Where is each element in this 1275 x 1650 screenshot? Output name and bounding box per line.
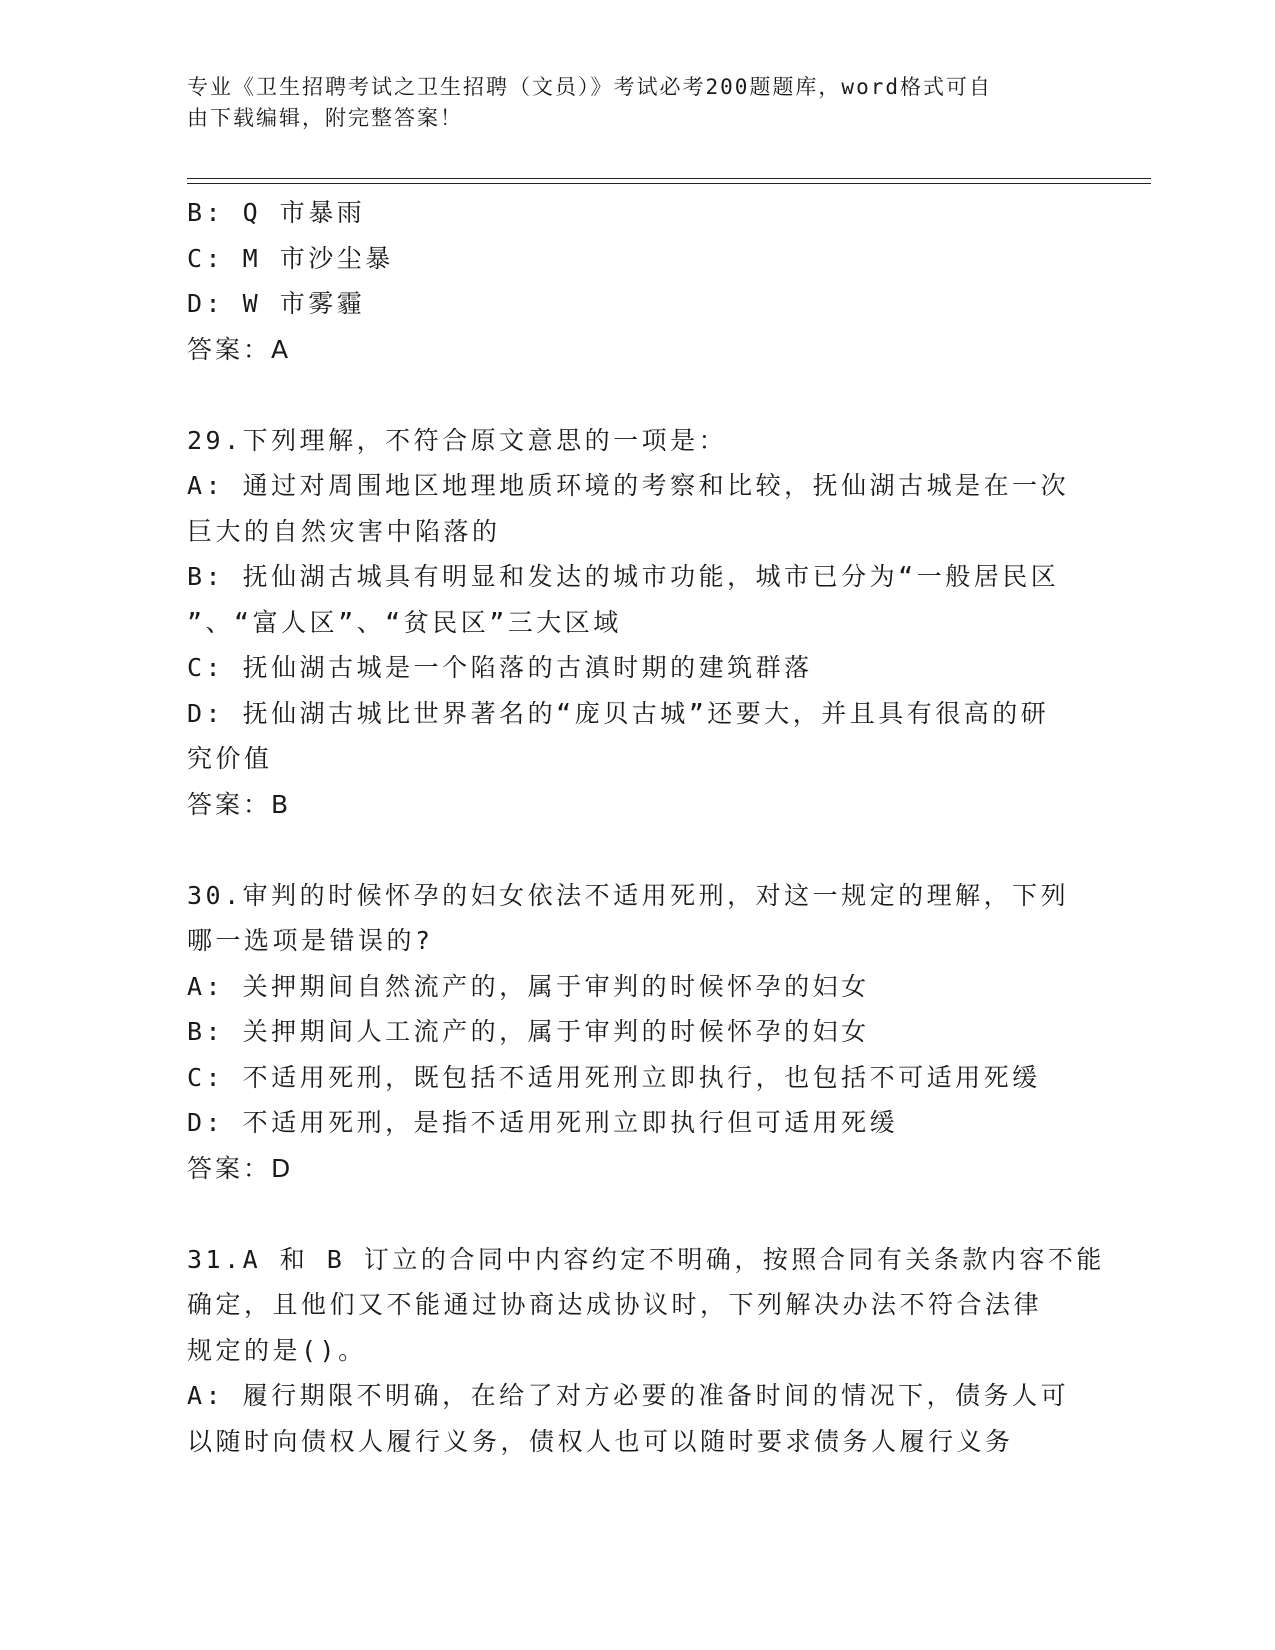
header-rule-top xyxy=(187,178,1151,179)
question-28 xyxy=(187,190,1067,372)
header-rule-bottom xyxy=(187,183,1151,184)
header-line-2: 由下载编辑，附完整答案！ xyxy=(187,106,463,130)
q31-stem-line-3: 规定的是()。 xyxy=(187,1335,367,1365)
q29-option-d-line-1: D: 抚仙湖古城比世界著名的“庞贝古城”还要大，并且具有很高的研 xyxy=(187,698,1050,728)
q29-option-d-line-2: 究价值 xyxy=(187,744,273,773)
q31-option-a-line-2: 以随时向债权人履行义务，债权人也可以随时要求债务人履行义务 xyxy=(187,1426,1014,1456)
question-spacer xyxy=(187,372,1067,418)
q31-option-a-line-1: A: 履行期限不明确，在给了对方必要的准备时间的情况下，债务人可 xyxy=(187,1381,1070,1410)
q28-option-d: D: W 市雾霾 xyxy=(187,289,366,318)
q30-stem-line-1: 30.审判的时候怀孕的妇女依法不适用死刑，对这一规定的理解，下列 xyxy=(187,880,1070,910)
question-30 xyxy=(187,873,1070,1192)
q31-stem-line-1: 31.A 和 B 订立的合同中内容约定不明确，按照合同有关条款内容不能 xyxy=(187,1244,1105,1274)
q29-option-a-line-1: A: 通过对周围地区地理地质环境的考察和比较，抚仙湖古城是在一次 xyxy=(187,471,1070,500)
q30-option-d: D: 不适用死刑，是指不适用死刑立即执行但可适用死缓 xyxy=(187,1108,899,1137)
q29-answer: 答案：B xyxy=(187,789,292,819)
question-spacer xyxy=(187,1191,1067,1237)
document-header xyxy=(187,72,1067,134)
q29-option-b-line-1: B: 抚仙湖古城具有明显和发达的城市功能，城市已分为“一般居民区 xyxy=(187,562,1060,591)
q29-option-b-line-2: ”、“富人区”、“贫民区”三大区域 xyxy=(187,607,622,637)
question-31 xyxy=(187,1237,1105,1465)
q30-option-c: C: 不适用死刑，既包括不适用死刑立即执行，也包括不可适用死缓 xyxy=(187,1062,1041,1092)
q30-stem-line-2: 哪一选项是错误的? xyxy=(187,926,434,955)
question-29 xyxy=(187,418,1070,828)
q29-stem: 29.下列理解，不符合原文意思的一项是： xyxy=(187,425,728,455)
q30-option-a: A: 关押期间自然流产的，属于审判的时候怀孕的妇女 xyxy=(187,971,870,1001)
q29-option-c: C: 抚仙湖古城是一个陷落的古滇时期的建筑群落 xyxy=(187,653,813,682)
q30-answer: 答案：D xyxy=(187,1153,294,1183)
header-line-1: 专业《卫生招聘考试之卫生招聘（文员）》考试必考200题题库，word格式可自 xyxy=(187,75,992,99)
q30-option-b: B: 关押期间人工流产的，属于审判的时候怀孕的妇女 xyxy=(187,1017,870,1046)
q29-option-a-line-2: 巨大的自然灾害中陷落的 xyxy=(187,516,501,546)
question-spacer xyxy=(187,827,1067,873)
q28-option-c: C: M 市沙尘暴 xyxy=(187,243,394,273)
q31-stem-line-2: 确定，且他们又不能通过协商达成协议时，下列解决办法不符合法律 xyxy=(187,1290,1043,1319)
question-list xyxy=(187,190,1105,1464)
q28-answer: 答案：A xyxy=(187,334,292,364)
q28-option-b: B: Q 市暴雨 xyxy=(187,198,366,227)
